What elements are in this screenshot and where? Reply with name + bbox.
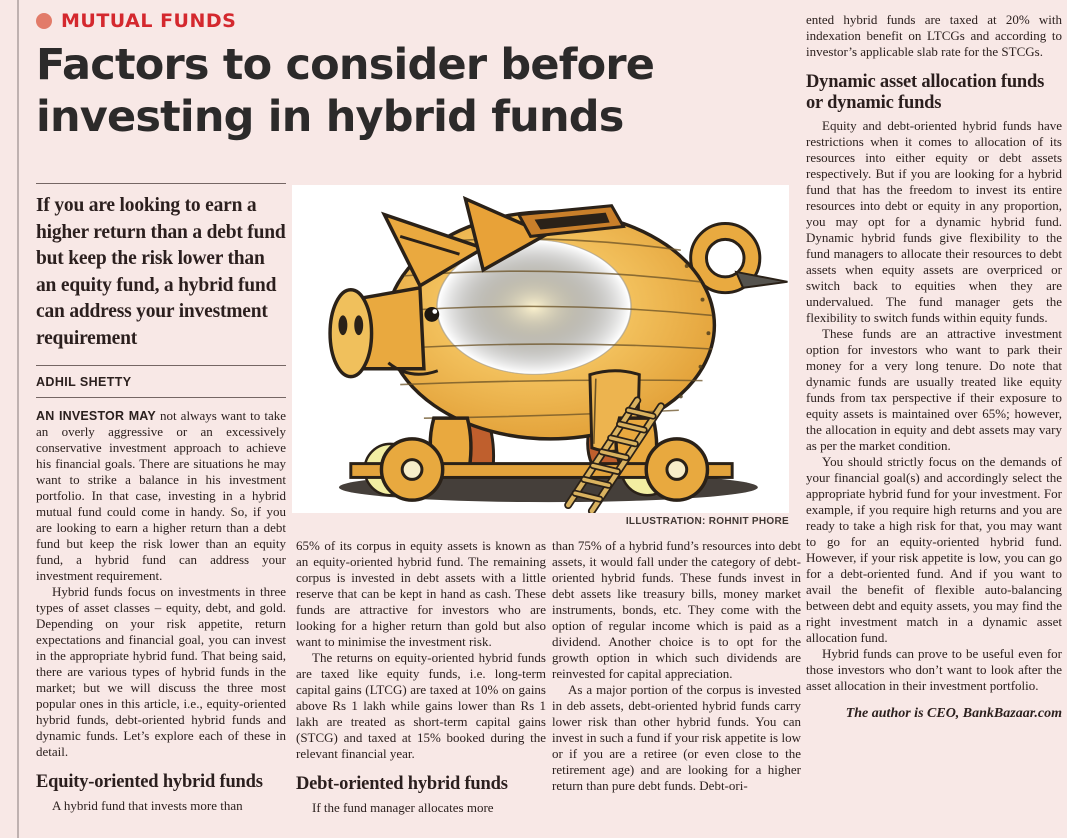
- column-4: [806, 12, 1062, 722]
- paragraph: You should strictly focus on the demands of your financial goal(s) and accordingly select the appropriate hybrid fund for your investment. For example, if you require high returns and you are ready to take a high risk for that, you may want to go for an equity-oriented hybrid fund. However, if your risk appetite is low, you can go for a debt-oriented fund. And if you want to avail the benefit of flexible auto-balancing between debt and equity assets, you may find the right investment match in a dynamic asset allocation fund.: [806, 454, 1062, 645]
- column-1: [36, 183, 286, 814]
- column-3: [552, 538, 801, 794]
- paragraph-text: not always want to take an overly aggressive or an excessively conservative investment approach to achieve his financial goals. There are situations he may want to strike a balance in his investment portfolio. In that case, investing in a hybrid mutual fund could come in handy. So, if you are looking to earn a higher return than a debt fund but keep the risk lower than an equity fund, a hybrid fund can address your investment requirement.: [36, 408, 286, 584]
- paragraph: than 75% of a hybrid fund’s resources into debt assets, it would fall under the category of debt-oriented hybrid funds. These funds invest in debt assets like treasury bills, money market instruments, bonds, etc. They come with the option of regular income which is paid as a dividend. Another choice is to opt for the growth option in which such dividends are reinvested for capital appreciation.: [552, 538, 801, 681]
- illustration-credit: ILLUSTRATION: ROHNIT PHORE: [625, 516, 789, 527]
- byline: ADHIL SHETTY: [36, 375, 132, 390]
- kicker-bullet-icon: [36, 13, 52, 29]
- standfirst: If you are looking to earn a higher return than a debt fund but keep the risk lower than an equity fund, a hybrid fund can address your investment requirement: [36, 195, 286, 349]
- paragraph: 65% of its corpus in equity assets is known as an equity-oriented hybrid fund. The remaining corpus is invested in debt assets with a little reserve that can be kept in hand as cash. These funds are attractive for investors who are looking for a higher return than gold but also want to minimise the investment risk.: [296, 538, 546, 649]
- subhead-dynamic-funds: Dynamic asset allocation funds or dynamic funds: [806, 71, 1045, 113]
- section-kicker: [36, 10, 786, 32]
- article-headline: Factors to consider before investing in hybrid funds: [36, 40, 655, 142]
- paragraph: These funds are an attractive investment option for investors who want to park their money for a very long tenure. Do note that dynamic funds are usually treated like equity funds from tax perspective if their exposure to equity assets is maintained over 65%; however, the allocation in equity and debt assets may vary as per the market condition.: [806, 326, 1062, 454]
- paragraph: Hybrid funds can prove to be useful even for those investors who don’t want to look after the asset allocation in their investment portfolio.: [806, 645, 1062, 693]
- author-credit: The author is CEO, BankBazaar.com: [845, 705, 1062, 721]
- article-header: [36, 10, 786, 143]
- lead-in-caps: AN INVESTOR MAY: [36, 409, 156, 424]
- column-2: [296, 538, 546, 815]
- paragraph: As a major portion of the corpus is invested in deb assets, debt-oriented hybrid funds carry lower risk than other hybrid funds. You can invest in such a fund if your risk appetite is low or if you are a retiree (or even close to the retirement age) and are looking for a higher return than pure debt funds. Debt-ori-: [552, 681, 801, 793]
- rule-below-byline: [36, 397, 286, 398]
- paragraph: Hybrid funds focus on investments in three types of asset classes – equity, debt, and gold. Depending on your risk appetite, return expectations and financial goal, you can invest in the appropriate hybrid fund. That being said, there are various types of hybrid funds in the market; but we will discuss the three most popular ones in this article, i.e., equity-oriented hybrid funds, debt-oriented hybrid funds and dynamic funds. Let’s explore each of these in detail.: [36, 584, 286, 760]
- paragraph: [36, 408, 286, 584]
- subhead-equity-oriented: Equity-oriented hybrid funds: [36, 772, 263, 793]
- paragraph: A hybrid fund that invests more than: [52, 797, 243, 813]
- paragraph: If the fund manager allocates more: [312, 799, 494, 815]
- piggy-bank-illustration: [292, 185, 789, 513]
- subhead-debt-oriented: Debt-oriented hybrid funds: [296, 773, 508, 794]
- section-label: MUTUAL FUNDS: [61, 10, 237, 32]
- left-column-divider: [17, 0, 19, 838]
- paragraph: ented hybrid funds are taxed at 20% with indexation benefit on LTCGs and according to investor’s applicable slab rate for the STCGs.: [806, 12, 1062, 59]
- paragraph: Equity and debt-oriented hybrid funds have restrictions when it comes to allocation of its resources into either equity or debt assets respectively. But if you are looking for a hybrid fund that has the freedom to invest its entire resources into debt or equity in any proportion, you may opt for a dynamic hybrid fund. Dynamic hybrid funds give flexibility to the fund managers to allocate their resources to debt assets when equity assets are overpriced or switch back to equities when they are undervalued. The fund manager gets the flexibility to switch funds within equity funds.: [806, 118, 1062, 326]
- paragraph: The returns on equity-oriented hybrid funds are taxed like equity funds, i.e. long-term capital gains (LTCG) are taxed at 10% on gains above Rs 1 lakh while gains lower than Rs 1 lakh are treated as short-term capital gains (STCG) and taxed at 15% booked during the relevant financial year.: [296, 649, 546, 761]
- column-1-body: [36, 408, 286, 814]
- piggy-bank-on-wheels-icon: [292, 185, 789, 513]
